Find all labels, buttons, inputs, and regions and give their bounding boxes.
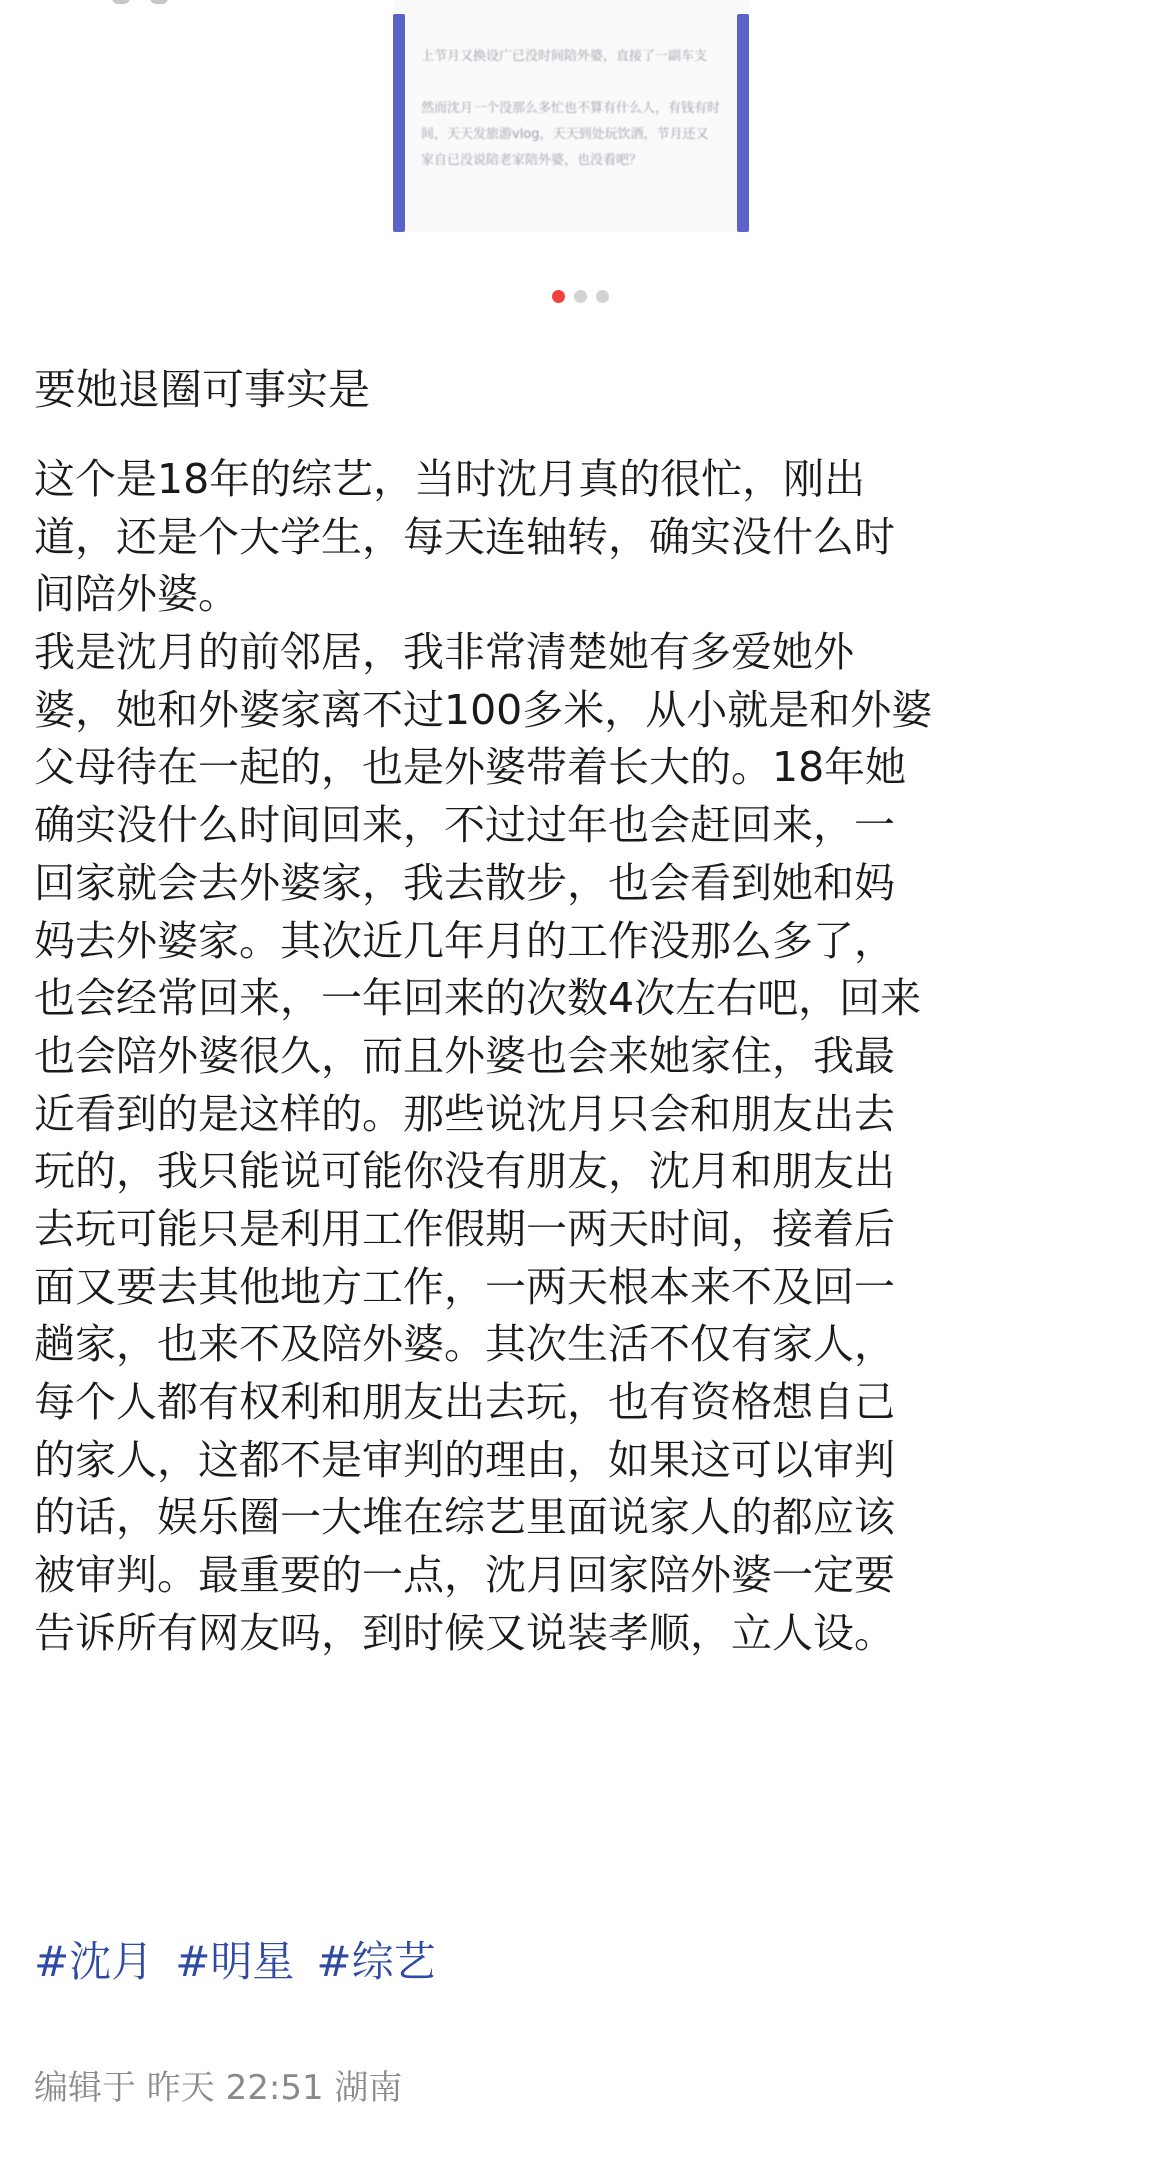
post-body-line: 父母待在一起的，也是外婆带着长大的。18年她 (34, 743, 907, 792)
post-body-line: 去玩可能只是利用工作假期一两天时间，接着后 (34, 1204, 895, 1253)
post-meta: 编辑于 昨天 22:51 湖南 (34, 2068, 403, 2108)
image-text-line: 然而沈月一个没那么多忙也不算有什么人，有钱有时间，天天发旅游vlog，天天到处玩饮酒，节月还又家自已没说陪老家陪外婆，也没看吧？ (421, 101, 721, 168)
pagination-dot[interactable] (596, 290, 609, 303)
post-body-line: 告诉所有网友吗，到时候又说装孝顺，立人设。 (34, 1608, 895, 1657)
post-title: 要她退圈可事实是 (34, 365, 371, 414)
post-body-line: 的话，娱乐圈一大堆在综艺里面说家人的都应该 (34, 1493, 895, 1542)
post-body (34, 451, 1134, 1662)
post-body-line: 这个是18年的综艺，当时沈月真的很忙，刚出 (34, 455, 866, 503)
image-left-border (393, 14, 405, 232)
post-body-line: 回家就会去外婆家，我去散步，也会看到她和妈 (34, 858, 895, 907)
post-body-line: 也会经常回来，一年回来的次数4次左右吧，回来 (34, 974, 922, 1023)
post-body-line: 确实没什么时间回来，不过过年也会赶回来，一 (34, 801, 895, 850)
pagination-dot[interactable] (574, 290, 587, 303)
hashtag-link[interactable]: #沈月 (34, 1937, 154, 1986)
hashtag-link[interactable]: #综艺 (316, 1937, 436, 1986)
post-body-line: 婆，她和外婆家离不过100多米，从小就是和外婆 (34, 685, 933, 734)
image-carousel[interactable] (0, 0, 1161, 320)
post-body-line: 道，还是个大学生，每天连轴转，确实没什么时 (34, 512, 895, 561)
post-body-line: 趟家，也来不及陪外婆。其次生活不仅有家人， (34, 1320, 895, 1369)
post-body-line: 我是沈月的前邻居，我非常清楚她有多爱她外 (34, 628, 854, 677)
post-body-line: 每个人都有权利和朋友出去玩，也有资格想自己 (34, 1378, 895, 1426)
post-body-line: 间陪外婆。 (34, 570, 239, 619)
carousel-pagination (0, 290, 1161, 306)
image-text (421, 44, 721, 200)
pagination-dot-active[interactable] (552, 290, 565, 303)
hashtag-link[interactable]: #明星 (175, 1937, 295, 1986)
post-body-line: 面又要去其他地方工作，一两天根本来不及回一 (34, 1262, 895, 1311)
image-right-border (737, 14, 749, 232)
post-body-line: 近看到的是这样的。那些说沈月只会和朋友出去 (34, 1089, 895, 1138)
post-body-line: 的家人，这都不是审判的理由，如果这可以审判 (34, 1435, 895, 1484)
post-body-line: 玩的，我只能说可能你没有朋友，沈月和朋友出 (34, 1147, 895, 1196)
post-body-line: 妈去外婆家。其次近几年月的工作没那么多了， (34, 916, 895, 965)
tag-list (34, 1927, 436, 1997)
post-body-line: 也会陪外婆很久，而且外婆也会来她家住，我最 (34, 1031, 895, 1080)
image-text-line: 上节月又换设广已没时间陪外婆，直接了一副车支 (421, 49, 708, 64)
post-body-line: 被审判。最重要的一点，沈月回家陪外婆一定要 (34, 1551, 895, 1600)
carousel-image[interactable] (393, 0, 749, 232)
